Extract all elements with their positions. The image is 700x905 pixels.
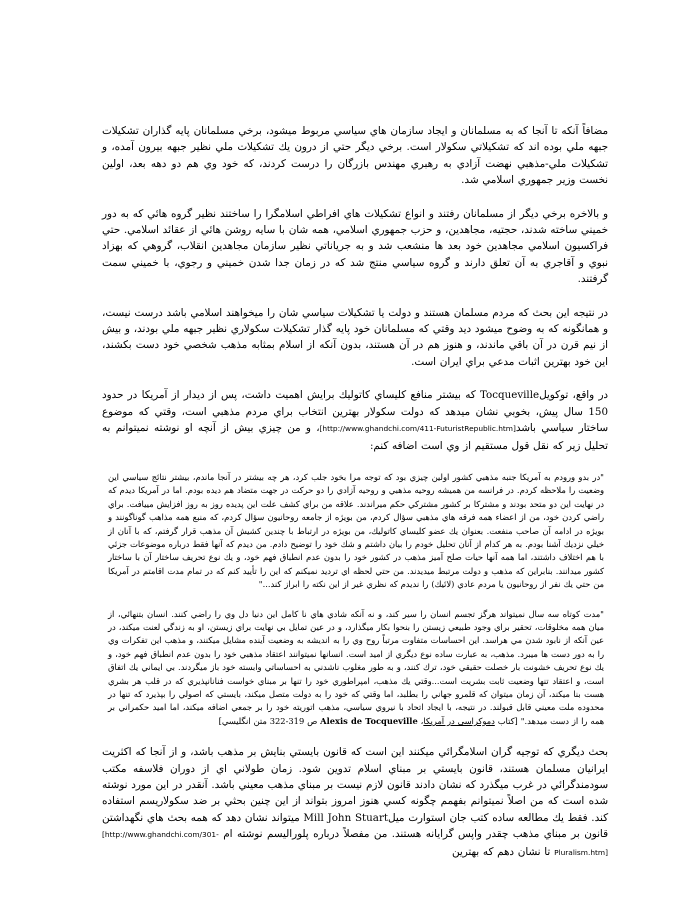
futurist-republic-link[interactable]: [http://www.ghandchi.com/411-FuturistRepublic.htm] — [319, 424, 516, 434]
paragraph-5-text-a: بحث ديگري كه توجيه گران اسلامگرائي ميكنند اين است كه قانون بايستي بنايش بر مذهب باشد، و از آنجا كه اكثريت ايرانيان مسلمان هستند، قانون بايستي بر مبناي اسلام تدوين شود. زمان طولاني اي از دوران فلاسفه مكتب سودمندگرائي در غرب ميگذرد كه نشان دادند قانون لازم نيست بر مبناي مذهب معيني باشد. آنقدر در اين مورد نوشته شده است كه من اصلاً نميتوانم بفهمم چگونه كسي هنوز امروز بتواند از اين چنين بحثي بر ضد سكولاريسم استفاده كند. فقط يك مطالعه ساده كتب جان استوارت ميل — [102, 746, 608, 824]
quote-2-pages: ص 319-322 متن انگليسي] — [218, 715, 321, 726]
quote-block-1: "در بدو ورودم به آمريكا جنبه مذهبي كشور اولين چيزي بود كه توجه مرا بخود جلب كرد، هر چه بيشتر در آنجا ماندم، بيشتر نتائج سياسي اين وضعيت را ملاحظه كردم. در فرانسه من هميشه روحيه مذهبي و روحيه آزادي را دو حركت در جهت متضاد هم ديده بودم. اما در آمريكا ديدم كه در نهايت اين دو متحد بودند و مشتركا بر كشور مشتركي حكم ميراندند. علاقه من براي كشف علت اين پديده روز به روز افزايش مييافت. براي راضي كردن خود، من از اعضاء همه فرقه هاي مذهبي سؤال كردم، من بويژه از جامعه روحانيون سؤال كردم، كه منبع همه مذاهب گوناگونند و بويژه در ادامه آن صاحب منفعت. بعنوان يك عضو كليساي كاتوليك، من بويژه در ارتباط با چندين كشيش آن مذهب قرار گرفتم، كه با آنان از خيلي نزديك آشنا بودم. به هر كدام از آنان تحليل خودم را بيان داشتم و شك خود را توضيح دادم. من ديدم كه آنها فقط درباره موضوعات جزئي با هم اختلاف داشتند، اما همه آنها حيات صلح آميز مذهب در كشور خود را بدون عدم انطباق فهم خود، و يك نوع تحريف ساختار آن با ساختار كشور ميدانند. بنابراين كه مذهب و دولت مرتبط ميديدند. من حتي لحظه اي ترديد نميكنم كه اين را تأييد كنم كه در تمام مدت اقامتم در آمريكا من حتي يك نفر از روحانيون يا مردم عادي (لائيك) را نديدم كه نظري غير از اين نكته را ابراز كند..." — [108, 471, 604, 590]
paragraph-5-text-c: تا نشان دهم كه بهترين — [452, 845, 555, 858]
paragraph-4-text-b: كه بيشتر منافع كليساي كاتوليك برايش اهميت داشت، پس از ديدار از آمريكا در حدود 150 سال پيش، بخوبي نشان ميدهد كه دولت سكولار بهترين انتخاب براي مردم مذهبي است، وقتي كه موضوع ساختار سياسي باشد — [102, 389, 609, 435]
paragraph-4-text-a: در واقع، توكويل — [539, 389, 608, 402]
tocqueville-name: Tocqueville — [479, 389, 540, 402]
pluralism-link[interactable]: [http://www.ghandchi.com/301-Pluralism.htm] — [102, 830, 608, 857]
quote-2-text: "مدت كوتاه سه سال نميتواند هرگز تجسم انسان را سير كند، و نه آنكه شادي هاي نا كامل اين دنيا دل وي را راضي كنند. انسان بتنهائي، از ميان همه مخلوقات، تحقير براي وجود طبيعي زيستن را بنحوا بكار ميگذارد، و در عين تمايل بي نهايت براي زيستن، او به زندگي لعنت ميكند، در عين آنكه از نابود شدن مي هراسد. اين احساسات متفاوت مرتباً روح وي را به انديشه به وضعيت آينده مشايل ميكنند، و مذهب اين تفكرات وي را به دور دست ها ميبرد. مذهب، به عبارت ساده نوع ديگري از اميد است. انسانها نميتوانند اعتقاد مذهبي خود را بدون عدم انطباق فهم خود، و يك نوع تحريف خشونت بار خصلت حقيقي خود، ترك كنند، و به طور مغلوب ناشدني به احساساتي وابسته خود باز ميگردند. بي ايماني يك اتفاق است، و اعتقاد تنها وضعيت ثابت بشريت است...وقتي يك مذهب، امپراطوري خود را تنها بر مبناي خواست فنانانپذيري كه در قلب هر بشري هست بنا ميكند، آن زمان ميتوان كه قلمرو جهاني را بطلبد، اما وقتي كه خود را به دولت متصل ميكند، بايستي كه اصولي را بپذيرد كه تنها در محدوده ملت معيني قابل قبولند. در نتيجه، با ايجاد اتحاد با نيروي سياسي، مذهب اتوريته خود را بر جمعي اضافه ميكند، اما اميد حكمراني بر همه را از دست ميدهد." [كتاب — [108, 608, 604, 726]
paragraph-3: در نتيجه اين بحث كه مردم مسلمان هستند و دولت يا تشكيلات سياسي شان را ميخواهند اسلامي باشد درست نيست، و همانگونه كه به وضوح ميشود ديد وقتي كه مسلمانان خود پايه گذار تشكيلات سكولاري نظير جبهه ملي بودند، و بيش از نيم قرن در آن باقي ماندند، و هنوز هم در آن هستند، بدون آنكه از اسلام بمثابه مذهب شخصي خود دست بكشند، اين خود بهترين اثبات مدعي براي ايران است. — [102, 306, 608, 368]
quote-block-2 — [108, 608, 604, 729]
paragraph-5 — [102, 744, 608, 861]
paragraph-2: و بالاخره برخي ديگر از مسلمانان رفتند و انواع تشكيلات هاي افراطي اسلامگرا را ساختند نظير گروه هائي كه به دور خميني ساخته شدند، حجتيه، مجاهدين، و حزب جمهوري اسلامي، همه شان با سايه روشن هائي از عقائد اسلامي. حتي فراكسيون اسلامي مجاهدين خود بعد ها منشعب شد و به جرياناتي نظير سازمان مجاهدين انقلاب، گروهي كه بهزاد نبوي و آقاجري به آن تعلق دارند و گروه سياسي منتج شد كه در زمان جدا شدن خميني و رجوي، با خميني سمت گرفتند. — [102, 207, 608, 286]
paragraph-5-text-b: ميتواند نشان دهد كه همه بحث هاي نگهداشتن قانون بر مبناي مذهب چقدر واپس گرايانه هستند. من مفصلاً درباره پلوراليسم نوشته ام — [102, 811, 608, 841]
mill-name: Mill John Stuart — [303, 811, 389, 824]
author-name: Alexis de Tocqueville — [320, 715, 418, 726]
paragraph-4 — [102, 387, 608, 454]
paragraph-4-text-c: ، و من چيزي بيش از آنچه او نوشته نميتوانم به تحليل زير كه نقل قول مستقيم از وي است اضافه كنم: — [102, 422, 608, 452]
book-title-democracy-in-america: دموكراسي در آمريكا — [423, 715, 495, 726]
quote-2-separator: ، — [417, 715, 424, 726]
paragraph-1: مضافاً آنكه تا آنجا كه به مسلمانان و ايجاد سازمان هاي سياسي مربوط ميشود، برخي مسلمانان پايه گذاران تشكيلات جبهه ملي بوده اند كه تشكيلاتي سكولار است. برخي ديگر حتي از درون يك تشكيلات ملي نظير جبهه بيرون آمده، و تشكيلات ملي-مذهبي نهضت آزادي به رهبري مهندس بازرگان را درست كردند، كه خود وي هم دو دهه بعد، اولين نخست وزير جمهوري اسلامي شد. — [102, 125, 608, 187]
